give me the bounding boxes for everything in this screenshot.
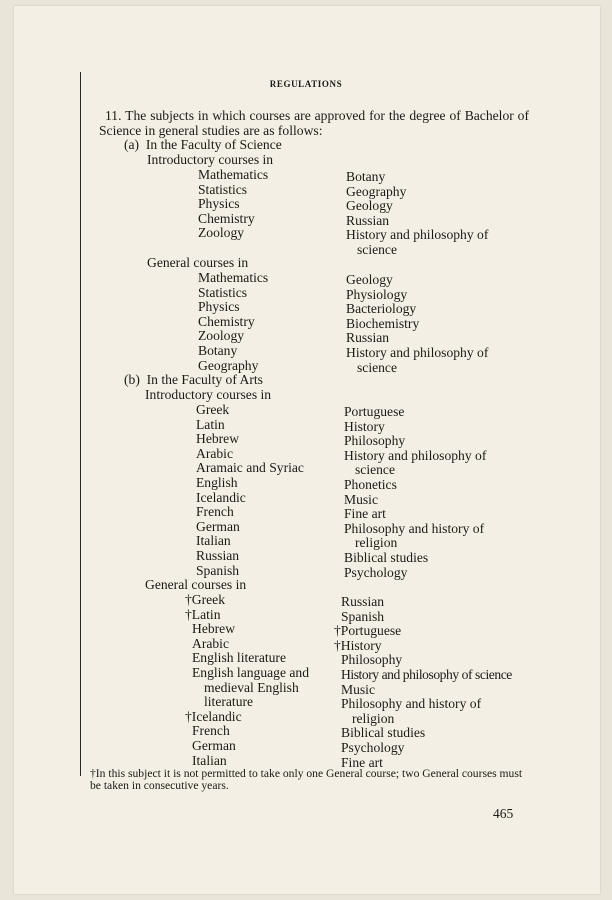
list-item: Chemistry	[198, 210, 255, 226]
arts-faculty-heading	[124, 373, 263, 388]
list-item: Bacteriology	[346, 301, 417, 317]
list-item: Icelandic	[196, 489, 246, 505]
arts-intro-right-list	[344, 405, 504, 580]
list-item: Italian	[192, 752, 227, 768]
list-item: Statistics	[198, 284, 248, 300]
list-item: Biblical studies	[344, 549, 429, 565]
list-item: Spanish	[196, 562, 240, 578]
list-item: Botany	[346, 169, 386, 184]
science-faculty-name: In the Faculty of Science	[145, 137, 282, 152]
science-intro-right-list	[346, 170, 526, 258]
list-item: French	[196, 504, 234, 520]
list-item: History and philosophy of science	[341, 666, 512, 682]
list-item: Italian	[196, 533, 231, 549]
list-item: Russian	[196, 547, 240, 563]
list-item: †Greek	[185, 592, 226, 607]
list-item: Physics	[198, 196, 240, 212]
list-item: Psychology	[341, 739, 405, 755]
list-item: Psychology	[344, 564, 408, 580]
science-label: (a)	[124, 137, 140, 152]
list-item: †Icelandic	[185, 708, 242, 724]
list-item: German	[196, 518, 240, 534]
science-intro-left-list	[198, 168, 338, 241]
list-item: Portuguese	[344, 404, 405, 419]
paragraph-text: The subjects in which courses are approved for the degree of Bachelor of Science in general studies are as follows:	[99, 108, 529, 138]
list-item: Geography	[198, 357, 259, 373]
list-item: †History	[334, 637, 382, 653]
list-item: Hebrew	[196, 431, 240, 447]
footnote: †In this subject it is not permitted to take only one General course; two General courses must be taken in consecutive years.	[90, 767, 523, 793]
science-general-right-list	[346, 273, 526, 375]
list-item: Geography	[346, 183, 407, 199]
list-item: English	[196, 474, 238, 490]
list-item: Physiology	[346, 286, 408, 302]
margin-rule	[80, 72, 81, 776]
science-faculty-heading	[124, 138, 282, 153]
list-item: Philosophy and history of religion	[341, 696, 482, 726]
list-item: Mathematics	[198, 167, 269, 182]
page-number: 465	[493, 806, 514, 821]
list-item: History and philosophy of science	[346, 227, 489, 257]
list-item: History and philosophy of science	[344, 447, 487, 478]
list-item: Philosophy	[341, 652, 403, 668]
arts-faculty-name: In the Faculty of Arts	[146, 372, 263, 387]
list-item: Russian	[346, 330, 390, 346]
list-item: Geology	[346, 272, 393, 287]
list-item: Statistics	[198, 181, 248, 197]
list-item: Greek	[196, 402, 230, 417]
arts-general-heading: General courses in	[145, 577, 247, 592]
list-item: Biochemistry	[346, 315, 420, 331]
paragraph-number: 11.	[105, 108, 122, 123]
list-item: Mathematics	[198, 270, 269, 285]
list-item: Fine art	[344, 506, 386, 522]
list-item: Arabic	[196, 445, 233, 461]
science-general-heading: General courses in	[147, 255, 249, 270]
list-item: Music	[341, 681, 375, 697]
arts-general-right-list	[334, 595, 519, 770]
list-item: Fine art	[341, 754, 383, 770]
list-item: Music	[344, 491, 378, 507]
list-item: Spanish	[341, 608, 385, 624]
list-item: Russian	[341, 594, 385, 609]
list-item: Aramaic and Syriac	[196, 460, 304, 476]
running-header: REGULATIONS	[269, 79, 343, 89]
list-item: Phonetics	[344, 476, 397, 492]
list-item: Arabic	[192, 635, 229, 651]
list-item: Chemistry	[198, 313, 255, 329]
list-item: Russian	[346, 212, 390, 228]
list-item: Philosophy and history of religion	[344, 520, 485, 551]
arts-intro-heading: Introductory courses in	[145, 387, 272, 402]
paragraph-11	[99, 109, 529, 138]
list-item: English literature	[192, 650, 286, 666]
science-general-left-list	[198, 271, 338, 373]
list-item: †Latin	[185, 606, 221, 622]
list-item: Philosophy	[344, 433, 406, 449]
list-item: History and philosophy of science	[346, 344, 489, 375]
list-item: Geology	[346, 198, 393, 214]
list-item: Biblical studies	[341, 725, 426, 741]
arts-intro-left-list	[196, 403, 338, 578]
list-item: Latin	[196, 416, 225, 432]
list-item: Zoology	[198, 328, 245, 344]
list-item: History	[344, 418, 385, 434]
science-intro-heading: Introductory courses in	[147, 152, 274, 167]
list-item: †Portuguese	[334, 623, 402, 639]
arts-label: (b)	[124, 372, 140, 387]
arts-general-left-list	[185, 593, 323, 768]
list-item: Physics	[198, 299, 240, 315]
list-item: Zoology	[198, 225, 245, 241]
list-item: French	[192, 723, 230, 739]
list-item: English language and medieval English literature	[192, 664, 310, 710]
list-item: Hebrew	[192, 621, 236, 637]
list-item: German	[192, 737, 236, 753]
list-item: Botany	[198, 342, 238, 358]
